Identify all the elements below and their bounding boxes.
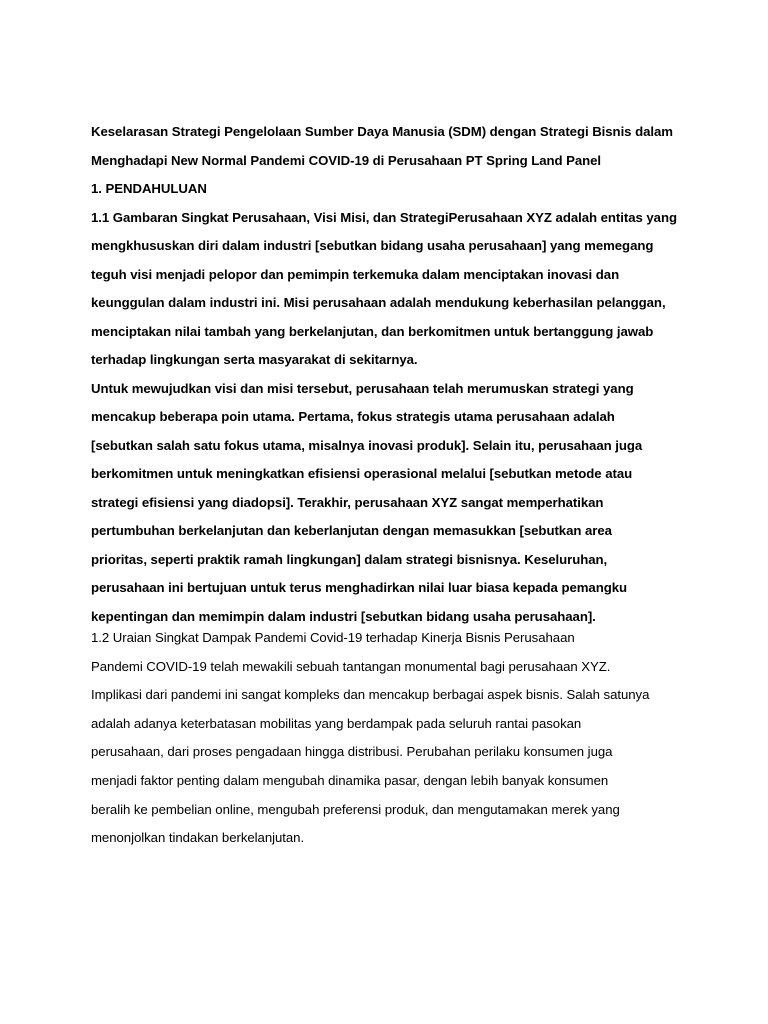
paragraph-line: teguh visi menjadi pelopor dan pemimpin terkemuka dalam menciptakan inovasi dan: [91, 266, 620, 282]
paragraph-line: keunggulan dalam industri ini. Misi perusahaan adalah mendukung keberhasilan pelanggan,: [91, 295, 666, 310]
paragraph-line: terhadap lingkungan serta masyarakat di sekitarnya.: [91, 352, 418, 367]
document-title-line-1: Keselarasan Strategi Pengelolaan Sumber Daya Manusia (SDM) dengan Strategi Bisnis dalam: [91, 124, 673, 139]
paragraph-line: menciptakan nilai tambah yang berkelanjutan, dan berkomitmen untuk bertanggung jawab: [91, 323, 654, 339]
paragraph-line: Pandemi COVID-19 telah mewakili sebuah tantangan monumental bagi perusahaan XYZ.: [91, 658, 611, 674]
paragraph-line: strategi efisiensi yang diadopsi]. Terakhir, perusahaan XYZ sangat memperhatikan: [91, 494, 604, 510]
paragraph-line: mengkhususkan diri dalam industri [sebutkan bidang usaha perusahaan] yang memegang: [91, 238, 654, 253]
section-heading: 1. PENDAHULUAN: [91, 181, 207, 196]
paragraph-line: prioritas, seperti praktik ramah lingkungan] dalam strategi bisnisnya. Keseluruhan,: [91, 551, 608, 567]
paragraph-line: berkomitmen untuk meningkatkan efisiensi operasional melalui [sebutkan metode atau: [91, 466, 633, 481]
paragraph-line: perusahaan ini bertujuan untuk terus menghadirkan nilai luar biasa kepada pemangku: [91, 580, 627, 595]
paragraph-line: Untuk mewujudkan visi dan misi tersebut, perusahaan telah merumuskan strategi yang: [91, 380, 634, 396]
paragraph-line: perusahaan, dari proses pengadaan hingga distribusi. Perubahan perilaku konsumen juga: [91, 744, 613, 760]
paragraph-line: Implikasi dari pandemi ini sangat kompleks dan mencakup berbagai aspek bisnis. Salah satunya: [91, 687, 650, 703]
paragraph-line: pertumbuhan berkelanjutan dan keberlanjutan dengan memasukkan [sebutkan area: [91, 523, 612, 538]
paragraph-line: beralih ke pembelian online, mengubah preferensi produk, dan mengutamakan merek yang: [91, 801, 620, 817]
paragraph-line: menjadi faktor penting dalam mengubah dinamika pasar, dengan lebih banyak konsumen: [91, 772, 609, 788]
paragraph-line: kepentingan dan memimpin dalam industri [sebutkan bidang usaha perusahaan].: [91, 608, 596, 624]
paragraph-line: menonjolkan tindakan berkelanjutan.: [91, 830, 305, 846]
paragraph-line: [sebutkan salah satu fokus utama, misalnya inovasi produk]. Selain itu, perusahaan juga: [91, 437, 643, 453]
subsection-heading: 1.2 Uraian Singkat Dampak Pandemi Covid-19 terhadap Kinerja Bisnis Perusahaan: [91, 630, 575, 645]
paragraph-line: mencakup beberapa poin utama. Pertama, fokus strategis utama perusahaan adalah: [91, 409, 615, 424]
paragraph-line: adalah adanya keterbatasan mobilitas yang berdampak pada seluruh rantai pasokan: [91, 715, 582, 731]
section-pendahuluan: [91, 124, 681, 637]
document-title-line-2: Menghadapi New Normal Pandemi COVID-19 di Perusahaan PT Spring Land Panel: [91, 152, 602, 168]
paragraph-line: 1.1 Gambaran Singkat Perusahaan, Visi Misi, dan StrategiPerusahaan XYZ adalah entitas yang: [91, 209, 677, 225]
section-dampak-pandemi: [91, 630, 681, 859]
